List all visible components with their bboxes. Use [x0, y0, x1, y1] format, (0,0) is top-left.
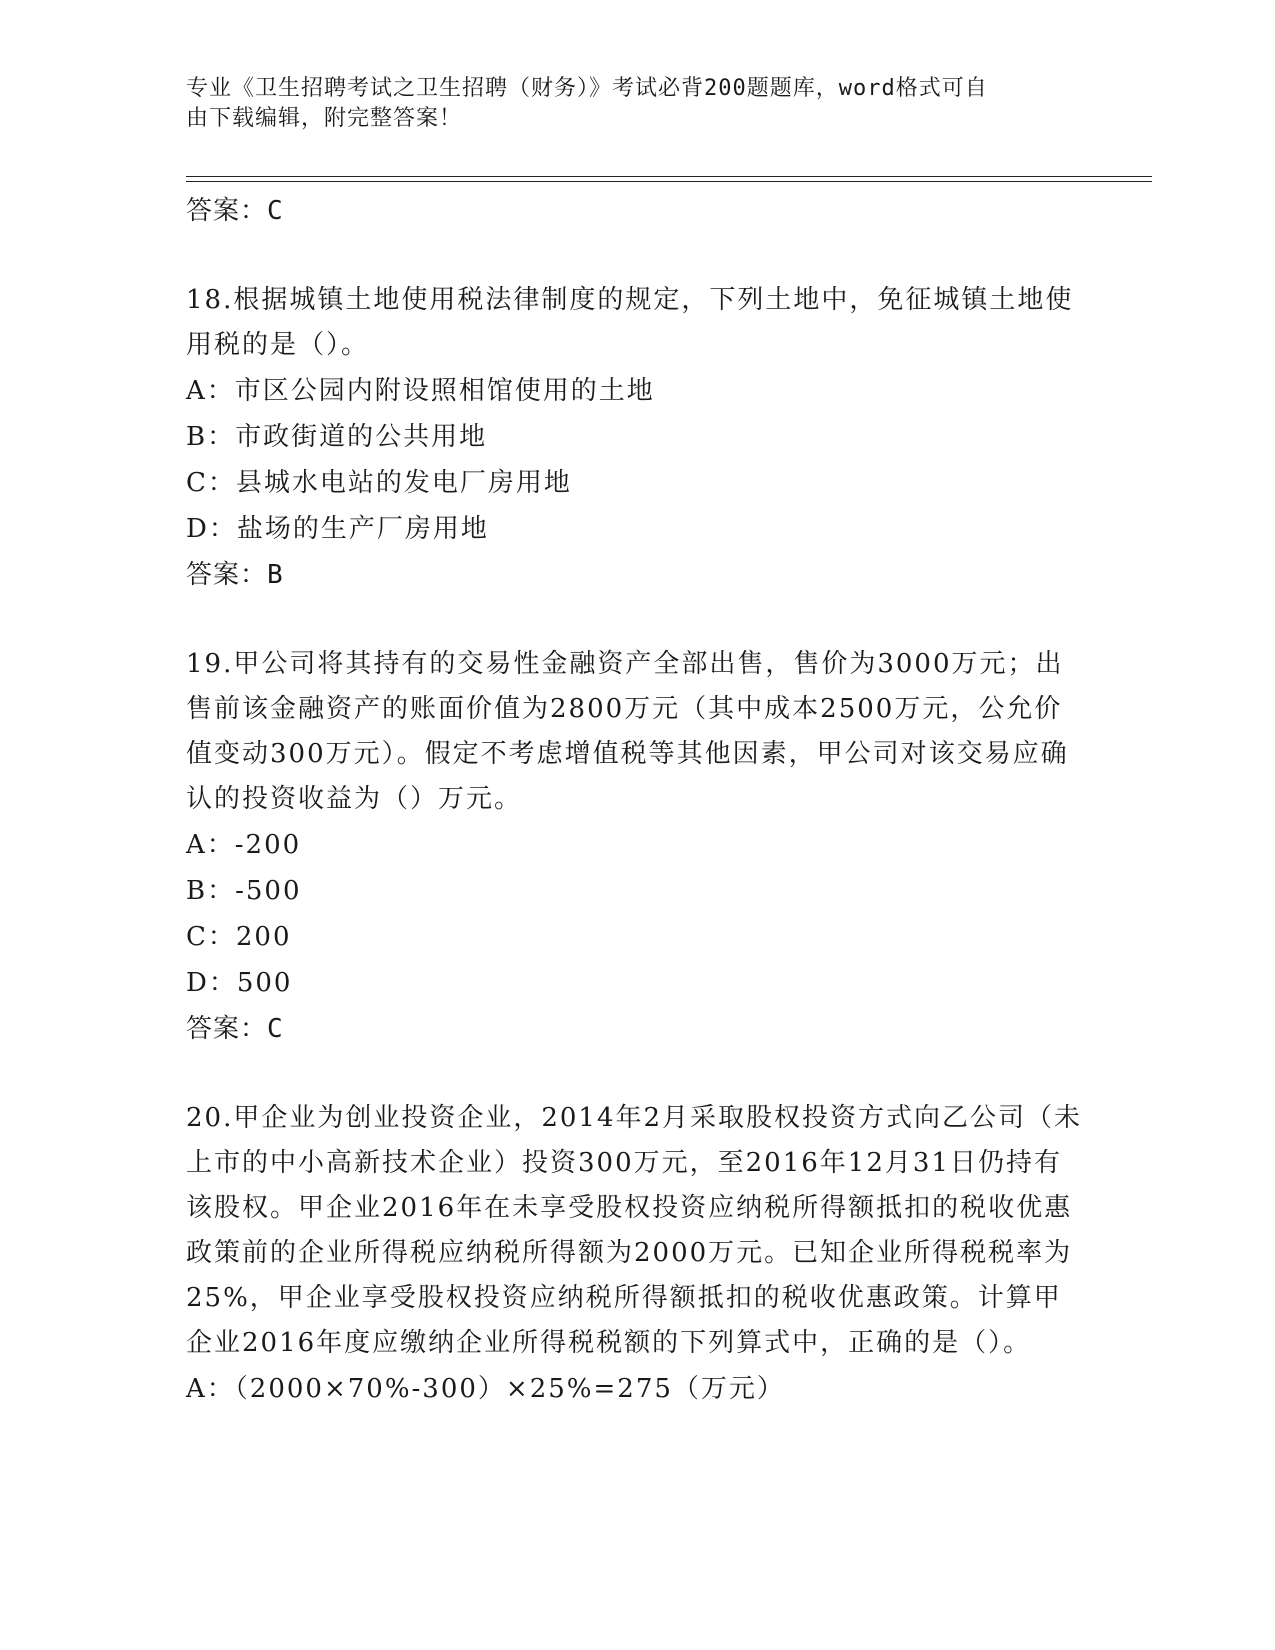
answer-17: 答案：C	[186, 196, 284, 226]
header-divider-top	[186, 176, 1152, 177]
question-18-stem: 18.根据城镇土地使用税法律制度的规定，下列土地中，免征城镇土地使用税的是（）。	[186, 285, 1074, 360]
question-19-option-d: D：500	[186, 968, 293, 998]
page-header	[186, 74, 1066, 134]
question-19-option-a: A：-200	[186, 830, 302, 860]
question-18-answer: 答案：B	[186, 560, 284, 590]
question-20-option-a: A：（2000×70%-300）×25%=275（万元）	[186, 1374, 785, 1404]
header-line-2: 由下载编辑，附完整答案！	[186, 106, 463, 131]
question-19-stem: 19.甲公司将其持有的交易性金融资产全部出售，售价为3000万元；出售前该金融资产的账面价值为2800万元（其中成本2500万元，公允价值变动300万元）。假定不考虑增值税等其他因素，甲公司对该交易应确认的投资收益为（）万元。	[186, 649, 1069, 814]
question-18-option-b: B：市政街道的公共用地	[186, 422, 488, 452]
question-19-option-c: C：200	[186, 922, 292, 952]
question-20-stem: 20.甲企业为创业投资企业，2014年2月采取股权投资方式向乙公司（未上市的中小高新技术企业）投资300万元，至2016年12月31日仍持有该股权。甲企业2016年在未享受股权投资应纳税所得额抵扣的税收优惠政策前的企业所得税应纳税所得额为2000万元。已知企业所得税税率为25%，甲企业享受股权投资应纳税所得额抵扣的税收优惠政策。计算甲企业2016年度应缴纳企业所得税税额的下列算式中，正确的是（）。	[186, 1103, 1083, 1358]
question-18	[186, 278, 1086, 598]
question-19	[186, 642, 1086, 1052]
question-19-answer: 答案：C	[186, 1014, 284, 1044]
question-19-option-b: B：-500	[186, 876, 302, 906]
question-18-option-c: C：县城水电站的发电厂房用地	[186, 468, 572, 498]
question-18-option-a: A：市区公园内附设照相馆使用的土地	[186, 376, 655, 406]
header-line-1: 专业《卫生招聘考试之卫生招聘（财务）》考试必背200题题库，word格式可自	[186, 76, 988, 101]
question-20	[186, 1096, 1086, 1412]
header-divider-bottom	[186, 181, 1152, 182]
question-18-option-d: D：盐场的生产厂房用地	[186, 514, 489, 544]
question-content	[186, 188, 1086, 1412]
